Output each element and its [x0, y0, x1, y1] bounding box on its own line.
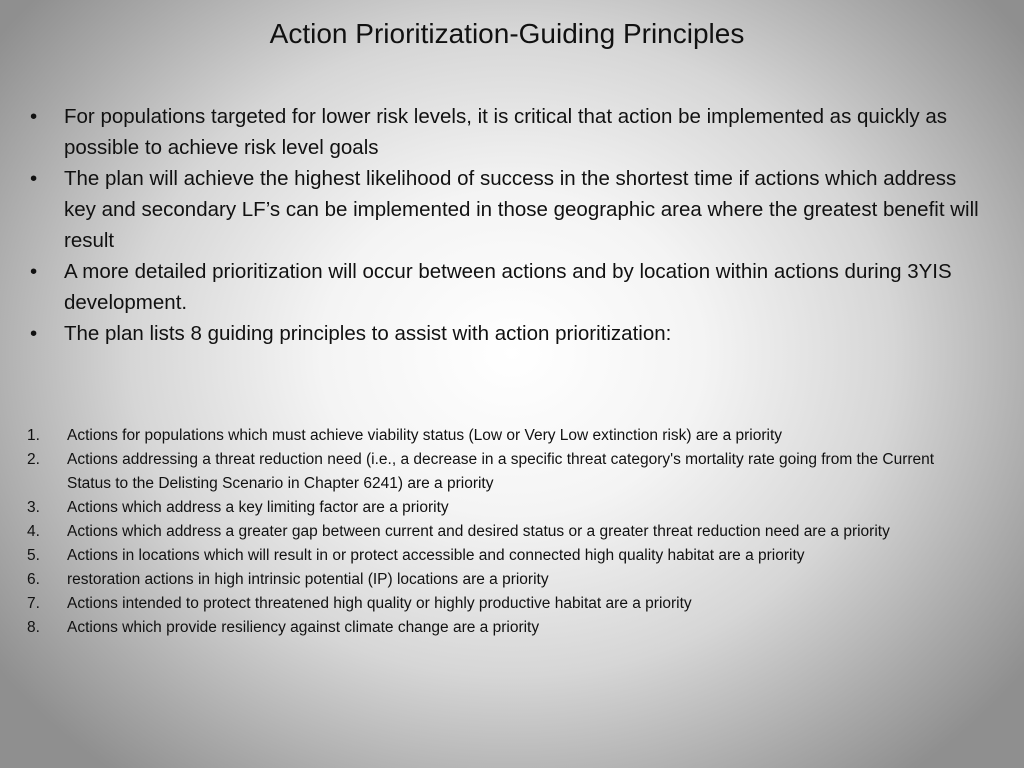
- principle-number: 4.: [27, 523, 40, 540]
- bullet-text: The plan lists 8 guiding principles to assist with action prioritization:: [64, 322, 672, 345]
- principle-text: restoration actions in high intrinsic potential (IP) locations are a priority: [67, 571, 549, 588]
- principle-text: Actions for populations which must achieve viability status (Low or Very Low extinction risk) are a priority: [67, 427, 783, 444]
- principle-item: [27, 520, 957, 544]
- principle-number: 3.: [27, 499, 40, 516]
- principle-item: [27, 496, 957, 520]
- bullet-item: [28, 256, 990, 318]
- principle-number: 7.: [27, 595, 40, 612]
- principle-text: Actions which address a key limiting factor are a priority: [67, 499, 449, 516]
- principle-number: 1.: [27, 427, 40, 444]
- principle-item: [27, 424, 957, 448]
- principle-number: 2.: [27, 451, 40, 468]
- bullet-text: For populations targeted for lower risk levels, it is critical that action be implemented as quickly as possible to achieve risk level goals: [64, 105, 948, 159]
- principle-number: 6.: [27, 571, 40, 588]
- principle-item: [27, 448, 957, 496]
- principle-text: Actions addressing a threat reduction need (i.e., a decrease in a specific threat category's mortality rate going from the Current Status to the Delisting Scenario in Chapter 6241) are a priority: [67, 451, 935, 492]
- principle-text: Actions in locations which will result in or protect accessible and connected high quality habitat are a priority: [67, 547, 805, 564]
- principle-text: Actions which address a greater gap between current and desired status or a greater threat reduction need are a priority: [67, 523, 890, 540]
- principle-item: [27, 568, 957, 592]
- bullet-dot-icon: •: [30, 105, 38, 128]
- principle-item: [27, 616, 957, 640]
- guiding-principles-list: [27, 424, 957, 640]
- bullet-dot-icon: •: [30, 322, 38, 345]
- bullet-dot-icon: •: [30, 260, 38, 283]
- bullet-text: A more detailed prioritization will occur between actions and by location within actions during 3YIS development.: [64, 260, 952, 314]
- bullet-item: [28, 101, 990, 163]
- bullet-text: The plan will achieve the highest likelihood of success in the shortest time if actions which address key and secondary LF’s can be implemented in those geographic area where the greatest benefit will result: [64, 167, 979, 252]
- principle-number: 5.: [27, 547, 40, 564]
- principle-text: Actions intended to protect threatened high quality or highly productive habitat are a priority: [67, 595, 692, 612]
- principle-text: Actions which provide resiliency against climate change are a priority: [67, 619, 540, 636]
- bullet-dot-icon: •: [30, 167, 38, 190]
- principle-number: 8.: [27, 619, 40, 636]
- bullet-item: [28, 163, 990, 256]
- bullet-list: [28, 101, 990, 349]
- principle-item: [27, 592, 957, 616]
- bullet-item: [28, 318, 990, 349]
- slide-title: Action Prioritization-Guiding Principles: [269, 18, 745, 49]
- principle-item: [27, 544, 957, 568]
